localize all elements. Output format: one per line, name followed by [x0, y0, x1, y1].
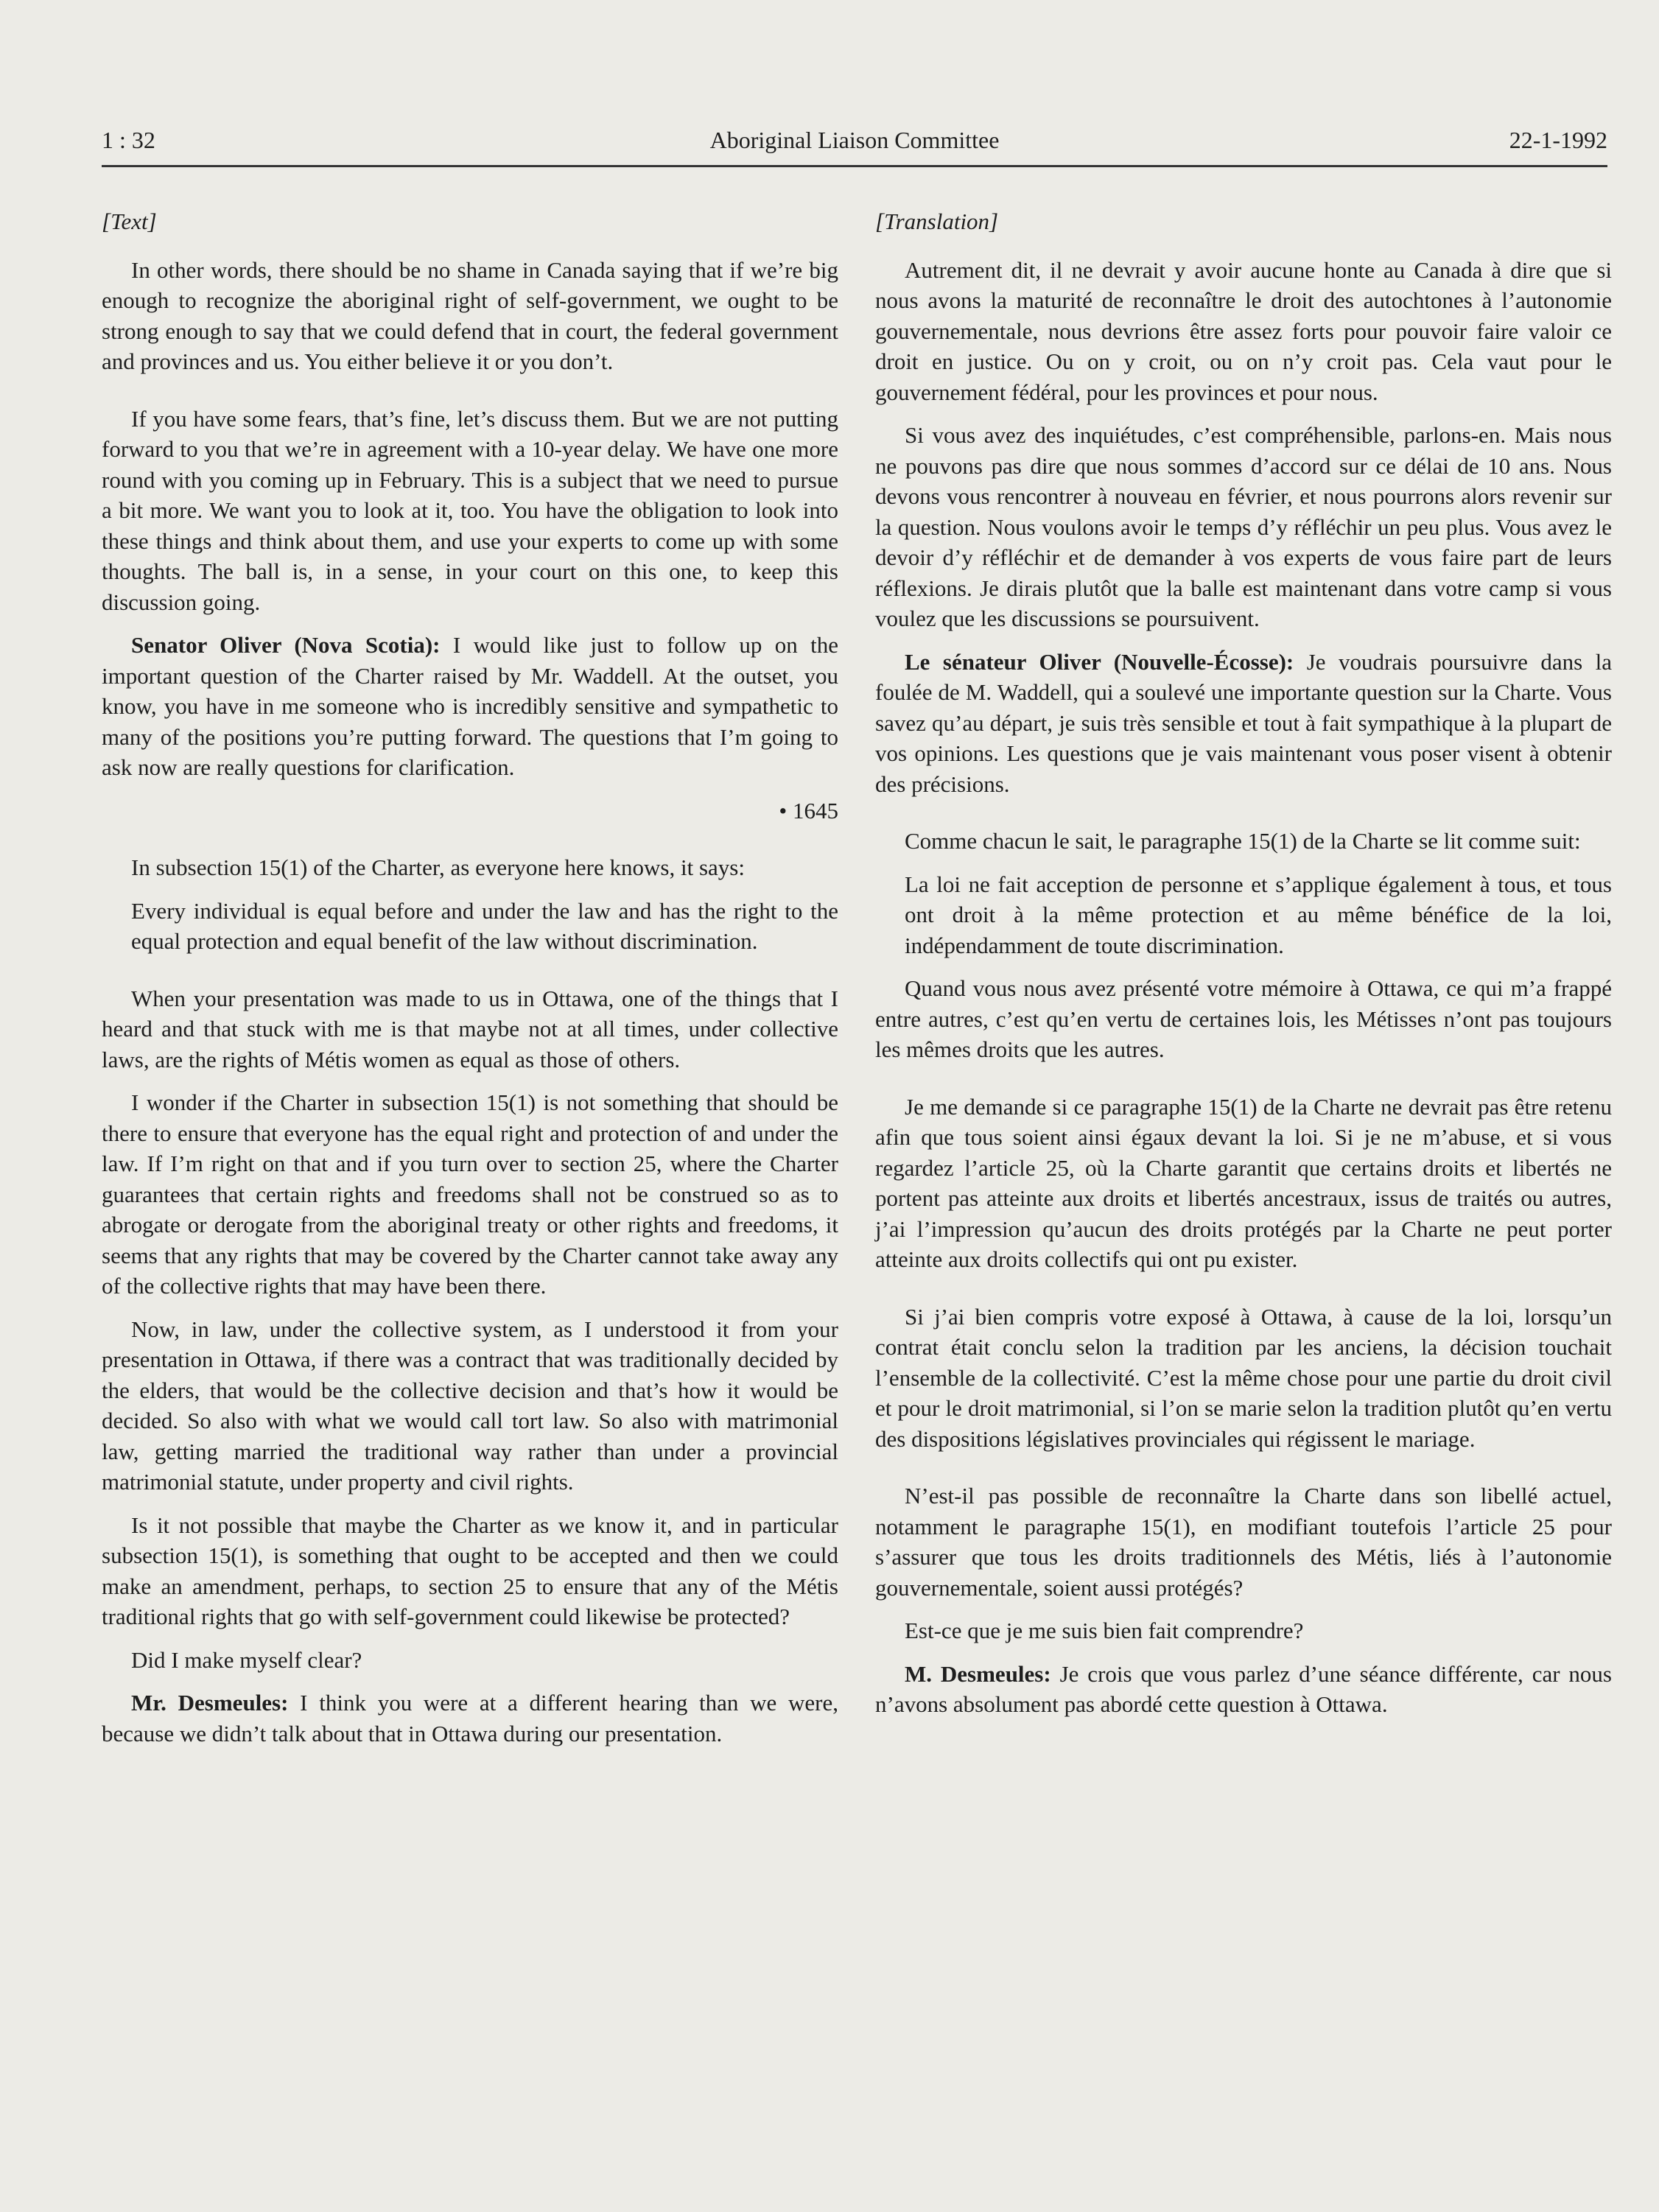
paragraph: When your presentation was made to us in Ottawa, one of the things that I heard and that stuck with me is that maybe not at all times, under collective laws, are the rights of Métis women as equal as those of others. — [102, 985, 838, 1072]
paragraph: In subsection 15(1) of the Charter, as everyone here knows, it says: — [131, 854, 745, 880]
paragraph: Quand vous nous avez présenté votre mémoire à Ottawa, ce qui m’a frappé entre autres, c’est qu’en vertu de certaines lois, les Métisses n’ont pas toujours les mêmes droits que les autres. — [875, 975, 1612, 1062]
paragraph: If you have some fears, that’s fine, let’s discuss them. But we are not putting forward to you that we’re in agreement with a 10-year delay. We have one more round with you coming up in February. This is a subject that we need to pursue a bit more. We want you to look at it, too. You have the obligation to look into these things and think about them, and use your experts to come up with some thoughts. The ball is, in a sense, in your court on this one, to keep this discussion going. — [102, 405, 838, 615]
page-header — [102, 124, 1607, 167]
page-number: 1 : 32 — [102, 127, 155, 153]
speaker-name: Le sénateur Oliver (Nouvelle-Écosse): — [905, 648, 1294, 675]
paragraph: I wonder if the Charter in subsection 15(1) is not something that should be there to ensure that everyone has the equal right and protection of and under the law. If I’m right on that and if you turn over to section 25, where the Charter guarantees that certain rights and freedoms shall not be construed so as to abrogate or derogate from the aboriginal treaty or other rights and freedoms, it seems that any rights that may be covered by the Charter cannot take away any of the collective rights that may have been there. — [102, 1089, 838, 1299]
paragraph: Est-ce que je me suis bien fait comprendre? — [905, 1618, 1304, 1643]
speaker-name: M. Desmeules: — [905, 1660, 1051, 1687]
paragraph: Autrement dit, il ne devrait y avoir aucune honte au Canada à dire que si nous avons la maturité de reconnaître le droit des autochtones à l’autonomie gouvernementale, nous devrions être assez forts pour pouvoir faire valoir ce droit en justice. Ou on y croit, ou on n’y croit pas. Cela vaut pour le gouvernement fédéral, pour les provinces et pour nous. — [875, 256, 1612, 405]
speech-text: I would like just to follow up on the important question of the Charter raised by Mr. Waddell. At the outset, you know, you have in me someone who is incredibly sensitive and sympathetic to many of the positions you’re putting forward. The questions that I’m going to ask now are really questions for clarification. — [102, 632, 838, 780]
speech-text: I think you were at a different hearing than we were, because we didn’t talk about that in Ottawa during our presentation. — [102, 1690, 839, 1746]
speaker-name: Mr. Desmeules: — [131, 1690, 289, 1716]
paragraph — [875, 647, 1612, 800]
charter-quote: Every individual is equal before and under the law and has the right to the equal protection and equal benefit of the law without discrimination. — [131, 897, 838, 954]
paragraph: Je me demande si ce paragraphe 15(1) de la Charte ne devrait pas être retenu afin que tous soient ainsi égaux devant la loi. Si je ne m’abuse, et si vous regardez l’article 25, où la Charte garantit que certains droits et libertés ne portent pas atteinte aux droits et libertés ancestraux, issus de traités ou autres, j’ai l’impression qu’aucun des droits protégés par la Charte ne peut porter atteinte aux droits collectifs qui ont pu exister. — [875, 1093, 1612, 1272]
header-date: 22-1-1992 — [1509, 127, 1607, 153]
time-marker: • 1645 — [779, 797, 838, 824]
paragraph: Si j’ai bien compris votre exposé à Ottawa, à cause de la loi, lorsqu’un contrat était conclu selon la tradition par les anciens, la décision touchait l’ensemble de la collectivité. C’est la même chose pour une partie du droit civil et pour le droit matrimonial, si l’on se marie selon la tradition plutôt qu’en vertu des dispositions législatives provinciales qui régissent le mariage. — [875, 1303, 1612, 1452]
paragraph: N’est-il pas possible de reconnaître la Charte dans son libellé actuel, notamment le paragraphe 15(1), en modifiant toutefois l’article 25 pour s’assurer que tous les droits traditionnels des Métis, liés à l’autonomie gouvernementale, soient aussi protégés? — [875, 1483, 1612, 1601]
paragraph: Comme chacun le sait, le paragraphe 15(1) de la Charte se lit comme suit: — [905, 828, 1581, 854]
paragraph: Now, in law, under the collective system, as I understood it from your presentation in Ottawa, if there was a contract that was traditionally decided by the elders, that would be the collective decision and that’s how it would be decided. So also with what we would call tort law. So also with matrimonial law, getting married the traditional way rather than under a provincial matrimonial statute, under property and civil rights. — [102, 1316, 838, 1495]
committee-title: Aboriginal Liaison Committee — [709, 127, 1000, 153]
paragraph — [102, 630, 838, 783]
text-tag: [Text] — [102, 208, 157, 234]
charter-quote: La loi ne fait acception de personne et s’applique également à tous, et tous ont droit à la même protection et au même bénéfice de la loi, indépendamment de toute discrimination. — [905, 871, 1612, 958]
paragraph: Is it not possible that maybe the Charter as we know it, and in particular subsection 15(1), is something that ought to be accepted and then we could make an amendment, perhaps, to section 25 to ensure that any of the Métis traditional rights that go with self-government could likewise be protected? — [102, 1511, 838, 1629]
translation-tag: [Translation] — [875, 208, 999, 234]
paragraph: Si vous avez des inquiétudes, c’est compréhensible, parlons-en. Mais nous ne pouvons pas dire que nous sommes d’accord sur ce délai de 10 ans. Nous devons vous rencontrer à nouveau en février, et nous pourrons alors revenir sur la question. Nous voulons avoir le temps d’y réfléchir un peu plus. Vous avez le devoir d’y réfléchir et de demander à vos experts de vous faire part de leurs réflexions. Je dirais plutôt que la balle est maintenant dans votre camp si vous voulez que les discussions se poursuivent. — [875, 422, 1612, 631]
paragraph: In other words, there should be no shame in Canada saying that if we’re big enough to recognize the aboriginal right of self-government, we ought to be strong enough to say that we could defend that in court, the federal government and provinces and us. You either believe it or you don’t. — [102, 256, 838, 374]
speech-text: Je crois que vous parlez d’une séance différente, car nous n’avons absolument pas abordé cette question à Ottawa. — [875, 1660, 1612, 1717]
paragraph — [102, 1688, 838, 1749]
english-column — [102, 206, 838, 1761]
speech-text: Je voudrais poursuivre dans la foulée de M. Waddell, qui a soulevé une importante question sur la Charte. Vous savez qu’au départ, je suis très sensible et tout à fait sympathique à la plupart de vos opinions. Les questions que je vais maintenant vous poser visent à obtenir des précisions. — [875, 648, 1612, 797]
speaker-name: Senator Oliver (Nova Scotia): — [131, 632, 441, 658]
paragraph: Did I make myself clear? — [131, 1646, 362, 1673]
paragraph — [875, 1659, 1612, 1720]
french-column — [875, 206, 1612, 1732]
